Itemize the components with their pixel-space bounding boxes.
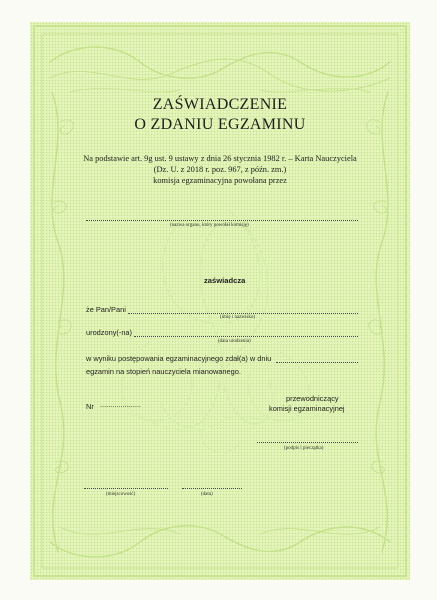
chair-title-line1: przewodniczący	[286, 394, 339, 403]
exam-description: egzamin na stopień nauczyciela mianowanego.	[86, 367, 241, 376]
number-label: Nr	[86, 402, 94, 411]
place-line	[84, 488, 168, 489]
name-field-line	[128, 313, 358, 314]
chair-title-line2: komisji egzaminacyjnej	[269, 404, 345, 413]
caption-date: (data)	[201, 492, 213, 497]
name-field-label: że Pan/Pani	[86, 305, 126, 314]
caption-appointing-body: (nazwa organu, który powołał komisję)	[170, 223, 249, 228]
number-dots: ....................	[100, 400, 142, 409]
caption-place: (miejscowość)	[106, 492, 136, 497]
certificate-sheet	[30, 22, 410, 580]
date-line	[182, 488, 242, 489]
appointing-body-line	[86, 220, 358, 221]
legal-basis-line1: Na podstawie art. 9g ust. 9 ustawy z dnia 26 stycznia 1982 r. – Karta Nauczyciela	[83, 154, 357, 163]
certificate-title-line2: O ZDANIU EGZAMINU	[134, 116, 306, 133]
exam-date-line	[276, 362, 358, 363]
exam-date-label: w wyniku postępowania egzaminacyjnego zdał(a) w dniu	[86, 354, 272, 363]
born-field-line	[134, 336, 358, 337]
certifies-heading: zaświadcza	[204, 276, 246, 285]
caption-name: (imię i nazwisko)	[220, 315, 255, 320]
caption-signature: (podpis i pieczątka)	[284, 446, 324, 451]
signature-line	[257, 442, 358, 443]
legal-basis-line2: (Dz. U. z 2018 r. poz. 967, z późn. zm.)	[153, 165, 287, 174]
legal-basis-line3: komisja egzaminacyjna powołana przez	[153, 176, 287, 185]
caption-birth-date: (data urodzenia)	[218, 339, 251, 344]
central-ornament	[122, 212, 320, 452]
certificate-title-line1: ZAŚWIADCZENIE	[152, 96, 288, 113]
born-field-label: urodzony(-na)	[86, 328, 133, 337]
